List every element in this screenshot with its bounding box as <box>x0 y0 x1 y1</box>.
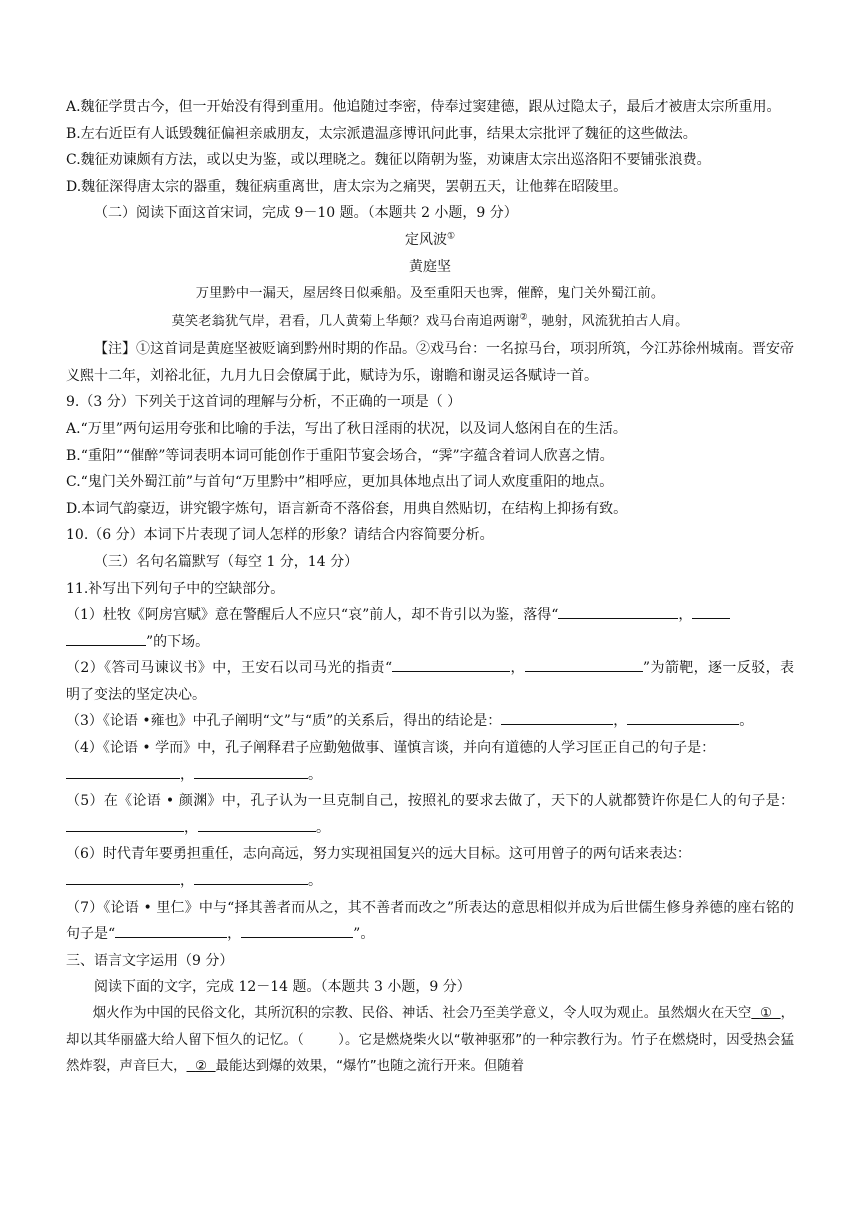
q11-item-6-text-b: ， <box>180 873 194 890</box>
q11-item-4-text-c: 。 <box>308 766 322 783</box>
answer-blank[interactable] <box>66 869 180 885</box>
q11-item-5-text-c: 。 <box>316 819 330 836</box>
blank-marker-2[interactable] <box>187 1059 216 1074</box>
q9-option-d: D.本词气韵豪迈，讲究锻字炼句，语言新奇不落俗套，用典自然贴切，在结构上抑扬有致。 <box>66 500 628 517</box>
q9-option-c: C.“鬼门关外蜀江前”与首句“万里黔中”相呼应，更加具体地点出了词人欢度重阳的地点。 <box>66 474 614 491</box>
exam-page <box>66 94 794 1081</box>
answer-blank[interactable] <box>392 656 510 672</box>
q9-stem: 9.（3 分）下列关于这首词的理解与分析，不正确的一项是（ ） <box>66 394 462 411</box>
poem-title-note: ① <box>446 231 456 242</box>
q11-item-2-text-c: ”为箭靶，逐一反驳，表明了变法的坚定决心。 <box>66 660 794 703</box>
q11-item-7-text-c: ”。 <box>353 926 375 943</box>
q11-item-7 <box>66 895 794 948</box>
poem-author: 黄庭坚 <box>409 258 451 275</box>
q11-item-6 <box>66 841 794 894</box>
blank-marker-1[interactable] <box>751 1006 780 1021</box>
answer-blank[interactable] <box>692 603 730 619</box>
answer-blank[interactable] <box>501 709 613 725</box>
q8-option-a: A.魏征学贯古今，但一开始没有得到重用。他追随过李密，侍奉过窦建德，跟从过隐太子，最后才被唐太宗所重用。 <box>66 99 781 115</box>
answer-blank[interactable] <box>194 869 308 885</box>
answer-blank-cont[interactable] <box>66 630 146 646</box>
q11-item-3-text-a: （3）《论语 •雍也》中孔子阐明“文”与“质”的关系后，得出的结论是： <box>66 713 502 730</box>
q8-option-b: B.左右近臣有人诋毁魏征偏袒亲戚朋友，太宗派遣温彦博讯问此事，结果太宗批评了魏征的这些做法。 <box>66 125 697 142</box>
answer-blank[interactable] <box>194 763 308 779</box>
q11-item-7-text-b: ， <box>227 926 242 943</box>
q11-item-5-text-b: ， <box>184 819 198 836</box>
poem-line-1: 万里黔中一漏天，屋居终日似乘船。及至重阳天也霁，催醉，鬼门关外蜀江前。 <box>195 286 665 302</box>
q9-option-b: B.“重阳”“催醉”等词表明本词可能创作于重阳节宴会场合，“霁”字蕴含着词人欣喜之情。 <box>66 447 614 464</box>
part3-intro: 阅读下面的文字，完成 12－14 题。（本题共 3 小题，9 分） <box>94 979 471 996</box>
answer-blank[interactable] <box>115 922 227 938</box>
section3-heading: （三）名句名篇默写（每空 1 分，14 分） <box>94 553 359 570</box>
q11-item-2-text-a: （2）《答司马谏议书》中，王安石以司马光的指责“ <box>66 660 393 677</box>
q11-item-1-text-a: （1）杜牧《阿房宫赋》意在警醒后人不应只“哀”前人，却不肯引以为鉴，落得“ <box>66 607 559 624</box>
q11-item-5-text-a: （5）在《论语 • 颜渊》中，孔子认为一旦克制自己，按照礼的要求去做了，天下的人就都赞许你是仁人的句子是： <box>66 793 794 810</box>
passage-s4: 最能达到爆的效果，“爆竹”也随之流行开来。但随着 <box>215 1059 525 1075</box>
q11-item-2-text-b: ， <box>510 660 525 677</box>
passage <box>66 1001 794 1081</box>
poem-note: 【注】①这首词是黄庭坚被贬谪到黔州时期的作品。②戏马台：一名掠马台，项羽所筑，今江苏徐州城南。晋安帝义熙十二年，刘裕北征，九月九日会僚属于此，赋诗为乐，谢瞻和谢灵运各赋诗一首。 <box>66 341 794 384</box>
q10-stem: 10.（6 分）本词下片表现了词人怎样的形象？请结合内容简要分析。 <box>66 527 494 544</box>
q11-item-7-text-a: （7）《论语 • 里仁》中与“择其善者而从之，其不善者而改之”所表达的意思相似并成为后世儒生修身养德的座右铭的句子是“ <box>66 899 794 943</box>
answer-blank[interactable] <box>198 816 316 832</box>
passage-s1: 烟火作为中国的民俗文化，其所沉积的宗教、民俗、神话、社会乃至美学意义，令人叹为观止。虽然烟火在天空 <box>92 1006 752 1021</box>
answer-blank[interactable] <box>525 656 643 672</box>
poem-line-2-note: ② <box>519 312 528 323</box>
q11-item-3-text-b: ， <box>613 713 628 730</box>
q11-item-5 <box>66 788 794 841</box>
q11-item-2 <box>66 655 794 708</box>
q8-option-c: C.魏征劝谏颇有方法，或以史为鉴，或以理晓之。魏征以隋朝为鉴，劝谏唐太宗出巡洛阳不要铺张浪费。 <box>66 152 711 169</box>
q11-item-1-text-c: ”的下场。 <box>146 633 210 650</box>
q11-item-3 <box>66 708 794 735</box>
poem-line-2-a: 莫笑老翁犹气岸，君看，几人黄菊上华颠？戏马台南追两谢 <box>171 314 520 330</box>
passage-s2: ，却以其华丽盛大给人留下恒久的记忆。（ <box>66 1006 795 1048</box>
q11-item-4-text-b: ， <box>180 766 194 783</box>
answer-blank[interactable] <box>241 922 353 938</box>
q11-item-6-text-c: 。 <box>308 873 322 890</box>
answer-blank[interactable] <box>558 603 678 619</box>
blank-marker-2-label: ② <box>195 1059 208 1075</box>
answer-blank[interactable] <box>66 816 184 832</box>
q11-item-4 <box>66 735 794 788</box>
poem-title-line <box>66 227 794 254</box>
q8-option-d: D.魏征深得唐太宗的器重，魏征病重离世，唐太宗为之痛哭，罢朝五天，让他葬在昭陵里。 <box>66 178 628 195</box>
answer-blank[interactable] <box>66 763 180 779</box>
q11-item-6-text-a: （6）时代青年要勇担重任，志向高远，努力实现祖国复兴的远大目标。这可用曾子的两句话来表达： <box>66 846 691 863</box>
q11-item-3-text-c: 。 <box>739 713 754 730</box>
poem-title: 定风波 <box>404 231 447 248</box>
q11-stem: 11.补写出下列句子中的空缺部分。 <box>66 580 285 597</box>
answer-blank[interactable] <box>627 709 739 725</box>
q11-item-1 <box>66 602 794 655</box>
poem-line-2 <box>66 308 794 336</box>
q11-item-4-text-a: （4）《论语 • 学而》中，孔子阐释君子应勤勉做事、谨慎言谈，并向有道德的人学习匡正自己的句子是： <box>66 740 716 757</box>
poem-line-2-b: ，驰射，风流犹拍古人肩。 <box>527 314 689 330</box>
section2-heading: （二）阅读下面这首宋词，完成 9－10 题。（本题共 2 小题，9 分） <box>94 205 518 222</box>
q11-item-1-text-b: ， <box>678 607 693 624</box>
blank-marker-1-label: ① <box>759 1006 773 1021</box>
q9-option-a: A.“万里”两句运用夸张和比喻的手法，写出了秋日淫雨的状况，以及词人悠闲自在的生活。 <box>66 420 627 437</box>
part3-heading: 三、语言文字运用（9 分） <box>66 952 234 969</box>
passage-s3: ）。它是燃烧柴火以“敬神驱邪”的一种宗教行为。竹子在燃烧时，因受热会猛然炸裂，声音巨大， <box>66 1032 794 1075</box>
